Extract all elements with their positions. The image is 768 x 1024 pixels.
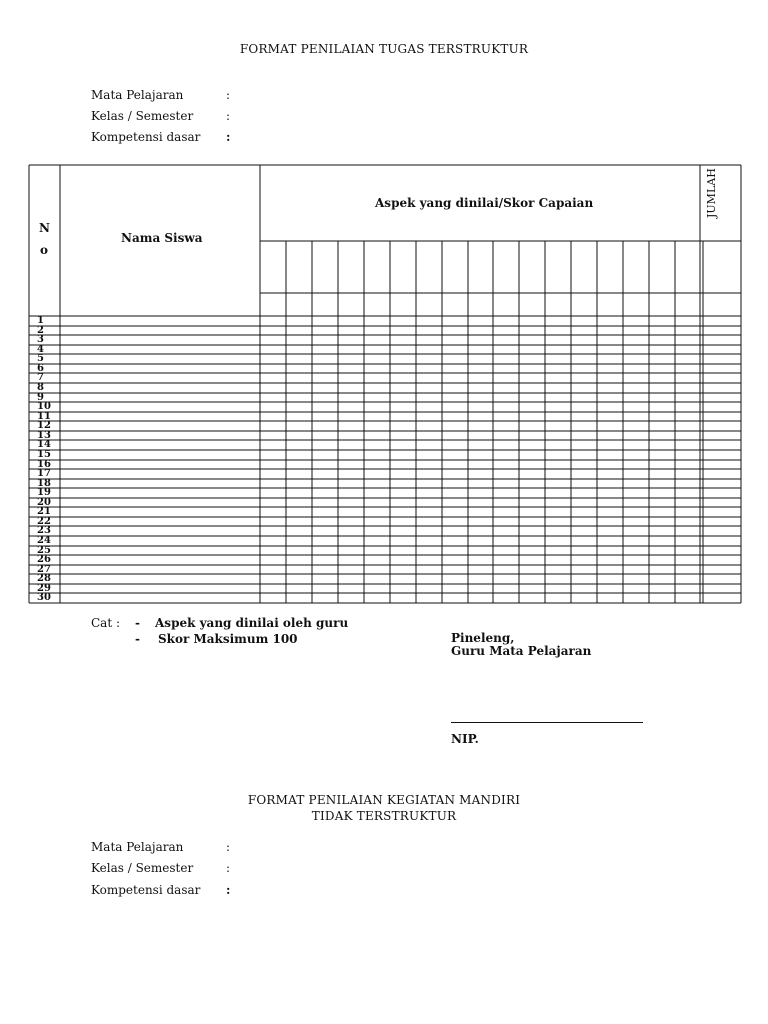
row-number: 13	[37, 429, 51, 441]
row-number: 27	[37, 563, 51, 575]
row-number: 2	[37, 324, 44, 336]
row-number: 10	[37, 401, 51, 413]
row-number: 26	[37, 554, 51, 566]
row-number: 4	[37, 343, 44, 355]
total-header: JUMLAH	[705, 168, 718, 218]
row-number: 23	[37, 525, 51, 537]
field2-mata-pelajaran-label: Mata Pelajaran	[91, 840, 184, 854]
row-number: 12	[37, 420, 51, 432]
row-number: 1	[37, 315, 44, 326]
field-mata-pelajaran-label: Mata Pelajaran	[91, 88, 184, 102]
field-mata-pelajaran-colon: :	[226, 88, 231, 102]
notes-dash-1: -	[135, 616, 140, 630]
row-number: 19	[37, 487, 51, 499]
field-kompetensi-dasar-label: Kompetensi dasar	[91, 130, 201, 144]
section2-title-line1: FORMAT PENILAIAN KEGIATAN MANDIRI	[247, 793, 521, 807]
row-number: 6	[37, 362, 44, 374]
row-number: 14	[37, 439, 51, 451]
row-number: 29	[37, 582, 51, 594]
notes-item-2: Skor Maksimum 100	[158, 632, 298, 646]
signature-role: Guru Mata Pelajaran	[451, 644, 592, 658]
field-kelas-semester-colon: :	[226, 109, 231, 123]
row-number: 28	[37, 573, 51, 585]
row-number: 15	[37, 448, 51, 460]
assessment-table	[28, 164, 743, 604]
row-number: 5	[37, 353, 44, 365]
row-number: 9	[37, 391, 44, 403]
row-number: 17	[37, 468, 51, 480]
row-number: 3	[37, 334, 44, 346]
row-number: 30	[37, 592, 51, 604]
field2-mata-pelajaran-colon: :	[226, 840, 231, 854]
field-kompetensi-dasar-colon: :	[226, 130, 231, 144]
row-number: 25	[37, 544, 51, 556]
row-number: 7	[37, 372, 44, 384]
no-header-n: N	[39, 221, 50, 235]
row-number: 20	[37, 496, 51, 508]
notes-item-1: Aspek yang dinilai oleh guru	[155, 616, 349, 630]
row-number: 8	[37, 381, 44, 393]
assessment-table-grid	[28, 164, 743, 604]
row-number: 11	[37, 410, 51, 422]
signature-nip: NIP.	[451, 732, 479, 746]
field2-kelas-semester-colon: :	[226, 861, 231, 875]
signature-place: Pineleng,	[451, 631, 515, 645]
section2-title-line2: TIDAK TERSTRUKTUR	[311, 809, 457, 823]
row-number: 16	[37, 458, 51, 470]
field2-kompetensi-dasar-label: Kompetensi dasar	[91, 883, 201, 897]
row-number: 18	[37, 477, 51, 489]
field2-kompetensi-dasar-colon: :	[226, 883, 231, 897]
section1-title: FORMAT PENILAIAN TUGAS TERSTRUKTUR	[239, 42, 529, 56]
row-number: 21	[37, 506, 51, 518]
no-header-o: o	[40, 243, 49, 257]
signature-line	[451, 722, 643, 723]
aspect-header: Aspek yang dinilai/Skor Capaian	[375, 196, 594, 210]
field2-kelas-semester-label: Kelas / Semester	[91, 861, 194, 875]
field-kelas-semester-label: Kelas / Semester	[91, 109, 194, 123]
notes-cat-label: Cat :	[91, 616, 121, 630]
row-number: 24	[37, 535, 51, 547]
name-header: Nama Siswa	[121, 231, 203, 245]
row-number: 22	[37, 515, 51, 527]
notes-dash-2: -	[135, 632, 140, 646]
